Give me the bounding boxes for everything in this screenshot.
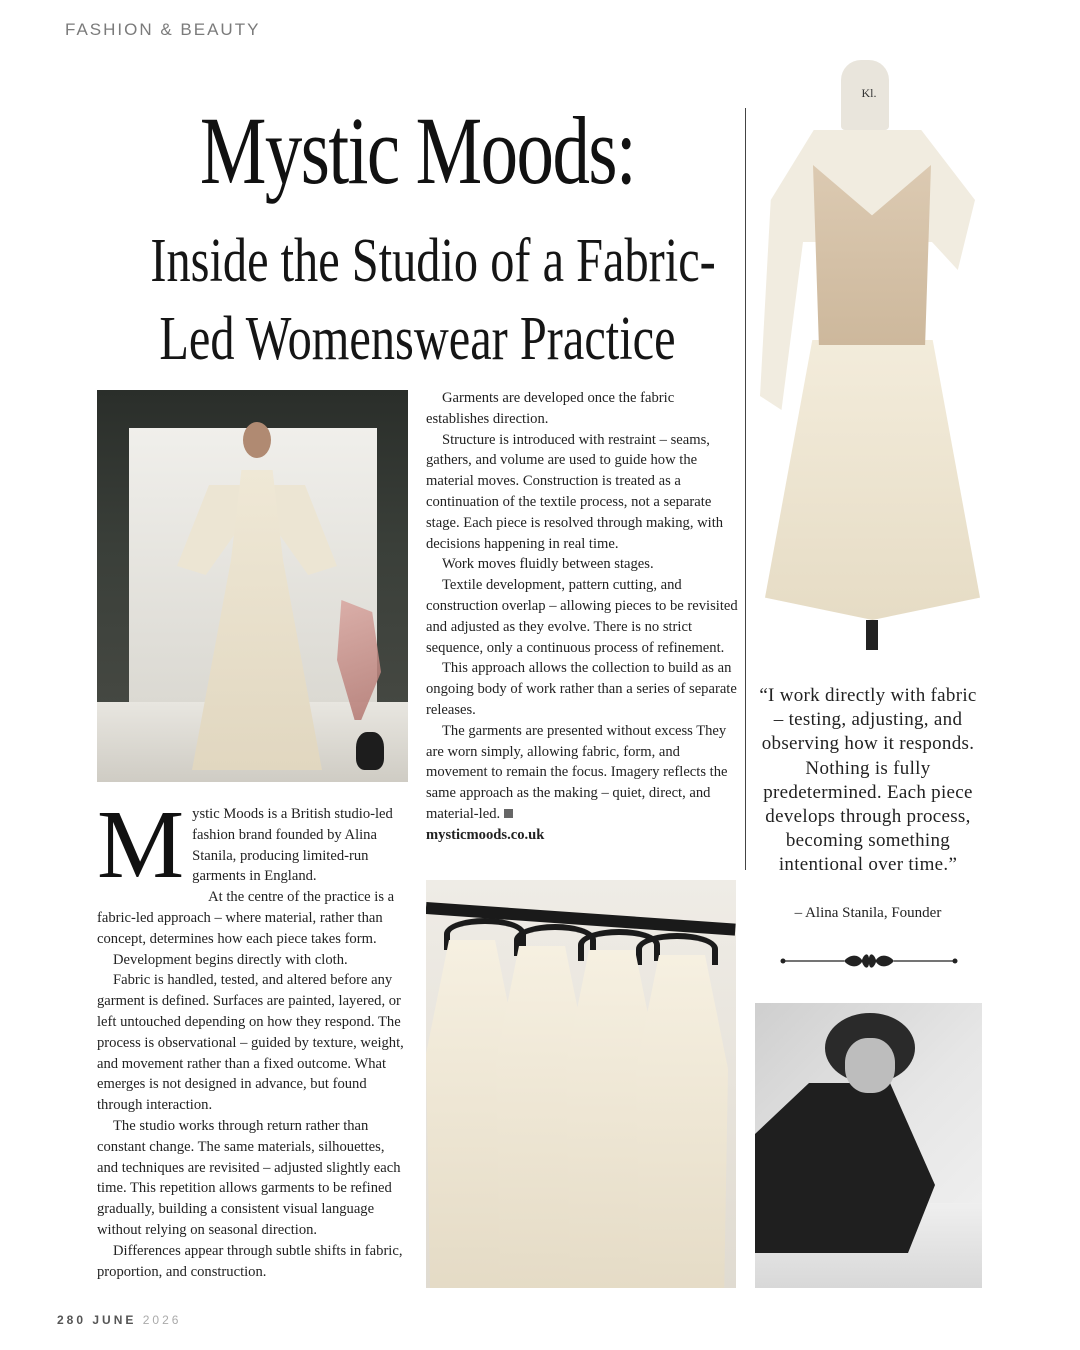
dress-form-stand	[866, 620, 878, 650]
drop-cap: M	[97, 791, 185, 899]
article-subtitle	[150, 222, 716, 378]
page-number: 280	[57, 1313, 87, 1327]
left-text-column	[97, 791, 409, 1282]
body-paragraph: Development begins directly with cloth.	[113, 951, 348, 968]
final-paragraph-text: The garments are presented without excess They are worn simply, allowing fabric, form, and movement to remain the focus. Imagery reflects the same approach as the making – quiet, direct, and material-led.	[426, 722, 728, 822]
founder-face	[845, 1038, 895, 1093]
column-divider	[745, 108, 746, 870]
subtitle-line-2: Led Womenswear Practice	[159, 305, 676, 373]
body-paragraph: At the centre of the practice is a fabric-led approach – where material, rather than concept, determines how each piece takes form.	[97, 889, 395, 947]
body-paragraph: Work moves fluidly between stages.	[442, 556, 654, 573]
article-title: Mystic Moods:	[199, 97, 636, 204]
dress-skirt	[765, 340, 980, 620]
body-paragraph: Textile development, pattern cutting, and construction overlap – allowing pieces to be revisited and adjusted as they evolve. There is no strict sequence, only a continuous process of refinement.	[426, 577, 738, 656]
hanging-garment	[636, 955, 728, 1288]
vase	[356, 732, 384, 770]
middle-text-column	[426, 388, 738, 846]
founder-body	[755, 1083, 935, 1253]
dress-form-label: Kl.	[861, 86, 877, 100]
body-paragraph: Structure is introduced with restraint – seams, gathers, and volume are used to guide how the material moves. Construction is treated as a continuation of the textile process, not a separate stage. Each piece is resolved through making, with decisions happening in real time.	[426, 431, 724, 552]
final-paragraph	[426, 721, 738, 825]
issue-year: 2026	[142, 1313, 182, 1327]
body-paragraph: Garments are developed once the fabric establishes direction.	[426, 390, 675, 427]
website-link[interactable]: mysticmoods.co.uk	[426, 826, 545, 843]
pull-quote: “I work directly with fabric – testing, adjusting, and observing how it responds. Nothing is fully predetermined. Each piece develops through process, becoming something intentional over time.”	[759, 685, 977, 876]
model-photo	[97, 390, 408, 782]
page-footer	[57, 1313, 181, 1327]
body-paragraph: Fabric is handled, tested, and altered before any garment is defined. Surfaces are painted, layered, or left untouched depending on how they respond. The process is observational – guided by texture, weight, and movement rather than a fixed outcome. What emerges is not designed in advance, but found through interaction.	[97, 972, 404, 1114]
intro-paragraph	[97, 791, 409, 899]
intro-text: ystic Moods is a British studio-led fashion brand founded by Alina Stanila, producing limited-run garments in England.	[192, 806, 393, 885]
end-mark-icon	[504, 809, 513, 818]
body-paragraph: This approach allows the collection to build as an ongoing body of work rather than a series of separate releases.	[426, 660, 737, 718]
issue-month: JUNE	[92, 1313, 137, 1327]
founder-photo	[755, 1003, 982, 1288]
dress-form-photo	[755, 60, 980, 650]
body-paragraph: Differences appear through subtle shifts in fabric, proportion, and construction.	[97, 1242, 403, 1280]
garment-rail-photo	[426, 880, 736, 1288]
body-paragraph: The studio works through return rather than constant change. The same materials, silhouettes, and techniques are revisited – adjusted slightly each time. This repetition allows garments to be refined gradually, building a consistent visual language without relying on seasonal direction.	[97, 1117, 401, 1238]
quote-attribution: – Alina Stanila, Founder	[794, 905, 942, 921]
ornament-divider-icon	[780, 950, 958, 972]
model-head	[243, 422, 271, 458]
section-label: FASHION & BEAUTY	[65, 20, 261, 39]
subtitle-line-1: Inside the Studio of a Fabric-	[150, 227, 716, 295]
